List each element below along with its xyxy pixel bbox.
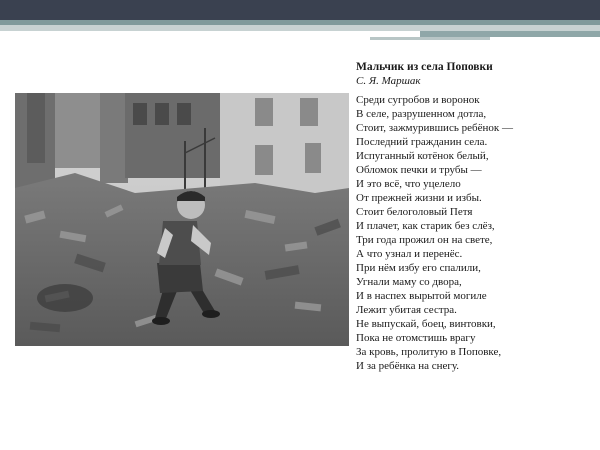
poem-line: Испуганный котёнок белый, [356, 150, 489, 162]
poem-author: С. Я. Маршак [356, 75, 421, 87]
poem-line: В селе, разрушенном дотла, [356, 108, 487, 120]
header-band-accent-thin [370, 37, 490, 40]
poem-line: Стоит белоголовый Петя [356, 206, 473, 218]
poem-line: Стоит, зажмурившись ребёнок — [356, 122, 513, 134]
poem-line: Последний гражданин села. [356, 136, 488, 148]
header-band-dark [0, 0, 600, 20]
poem-title: Мальчик из села Поповки [356, 61, 493, 73]
poem-line: Обломок печки и трубы — [356, 164, 482, 176]
boy-sitting-in-rubble-icon [15, 93, 349, 346]
poem-line: А что узнал и перенёс. [356, 248, 463, 260]
poem-line: При нём избу его спалили, [356, 262, 481, 274]
war-ruins-photo [15, 93, 349, 346]
poem-line: Лежит убитая сестра. [356, 304, 457, 316]
poem-line: И в наспех вырытой могиле [356, 290, 487, 302]
poem-line: И это всё, что уцелело [356, 178, 461, 190]
poem-line: И за ребёнка на снегу. [356, 360, 460, 372]
poem-line: От прежней жизни и избы. [356, 192, 482, 204]
poem-line: За кровь, пролитую в Поповке, [356, 346, 502, 358]
poem-line: Угнали маму со двора, [356, 276, 462, 288]
poem-line: Пока не отомстишь врагу [356, 332, 476, 344]
poem-line: Не выпускай, боец, винтовки, [356, 318, 496, 330]
poem-block [356, 60, 596, 373]
poem-line: Среди сугробов и воронок [356, 94, 480, 106]
poem-line: И плачет, как старик без слёз, [356, 220, 495, 232]
poem-line: Три года прожил он на свете, [356, 234, 493, 246]
